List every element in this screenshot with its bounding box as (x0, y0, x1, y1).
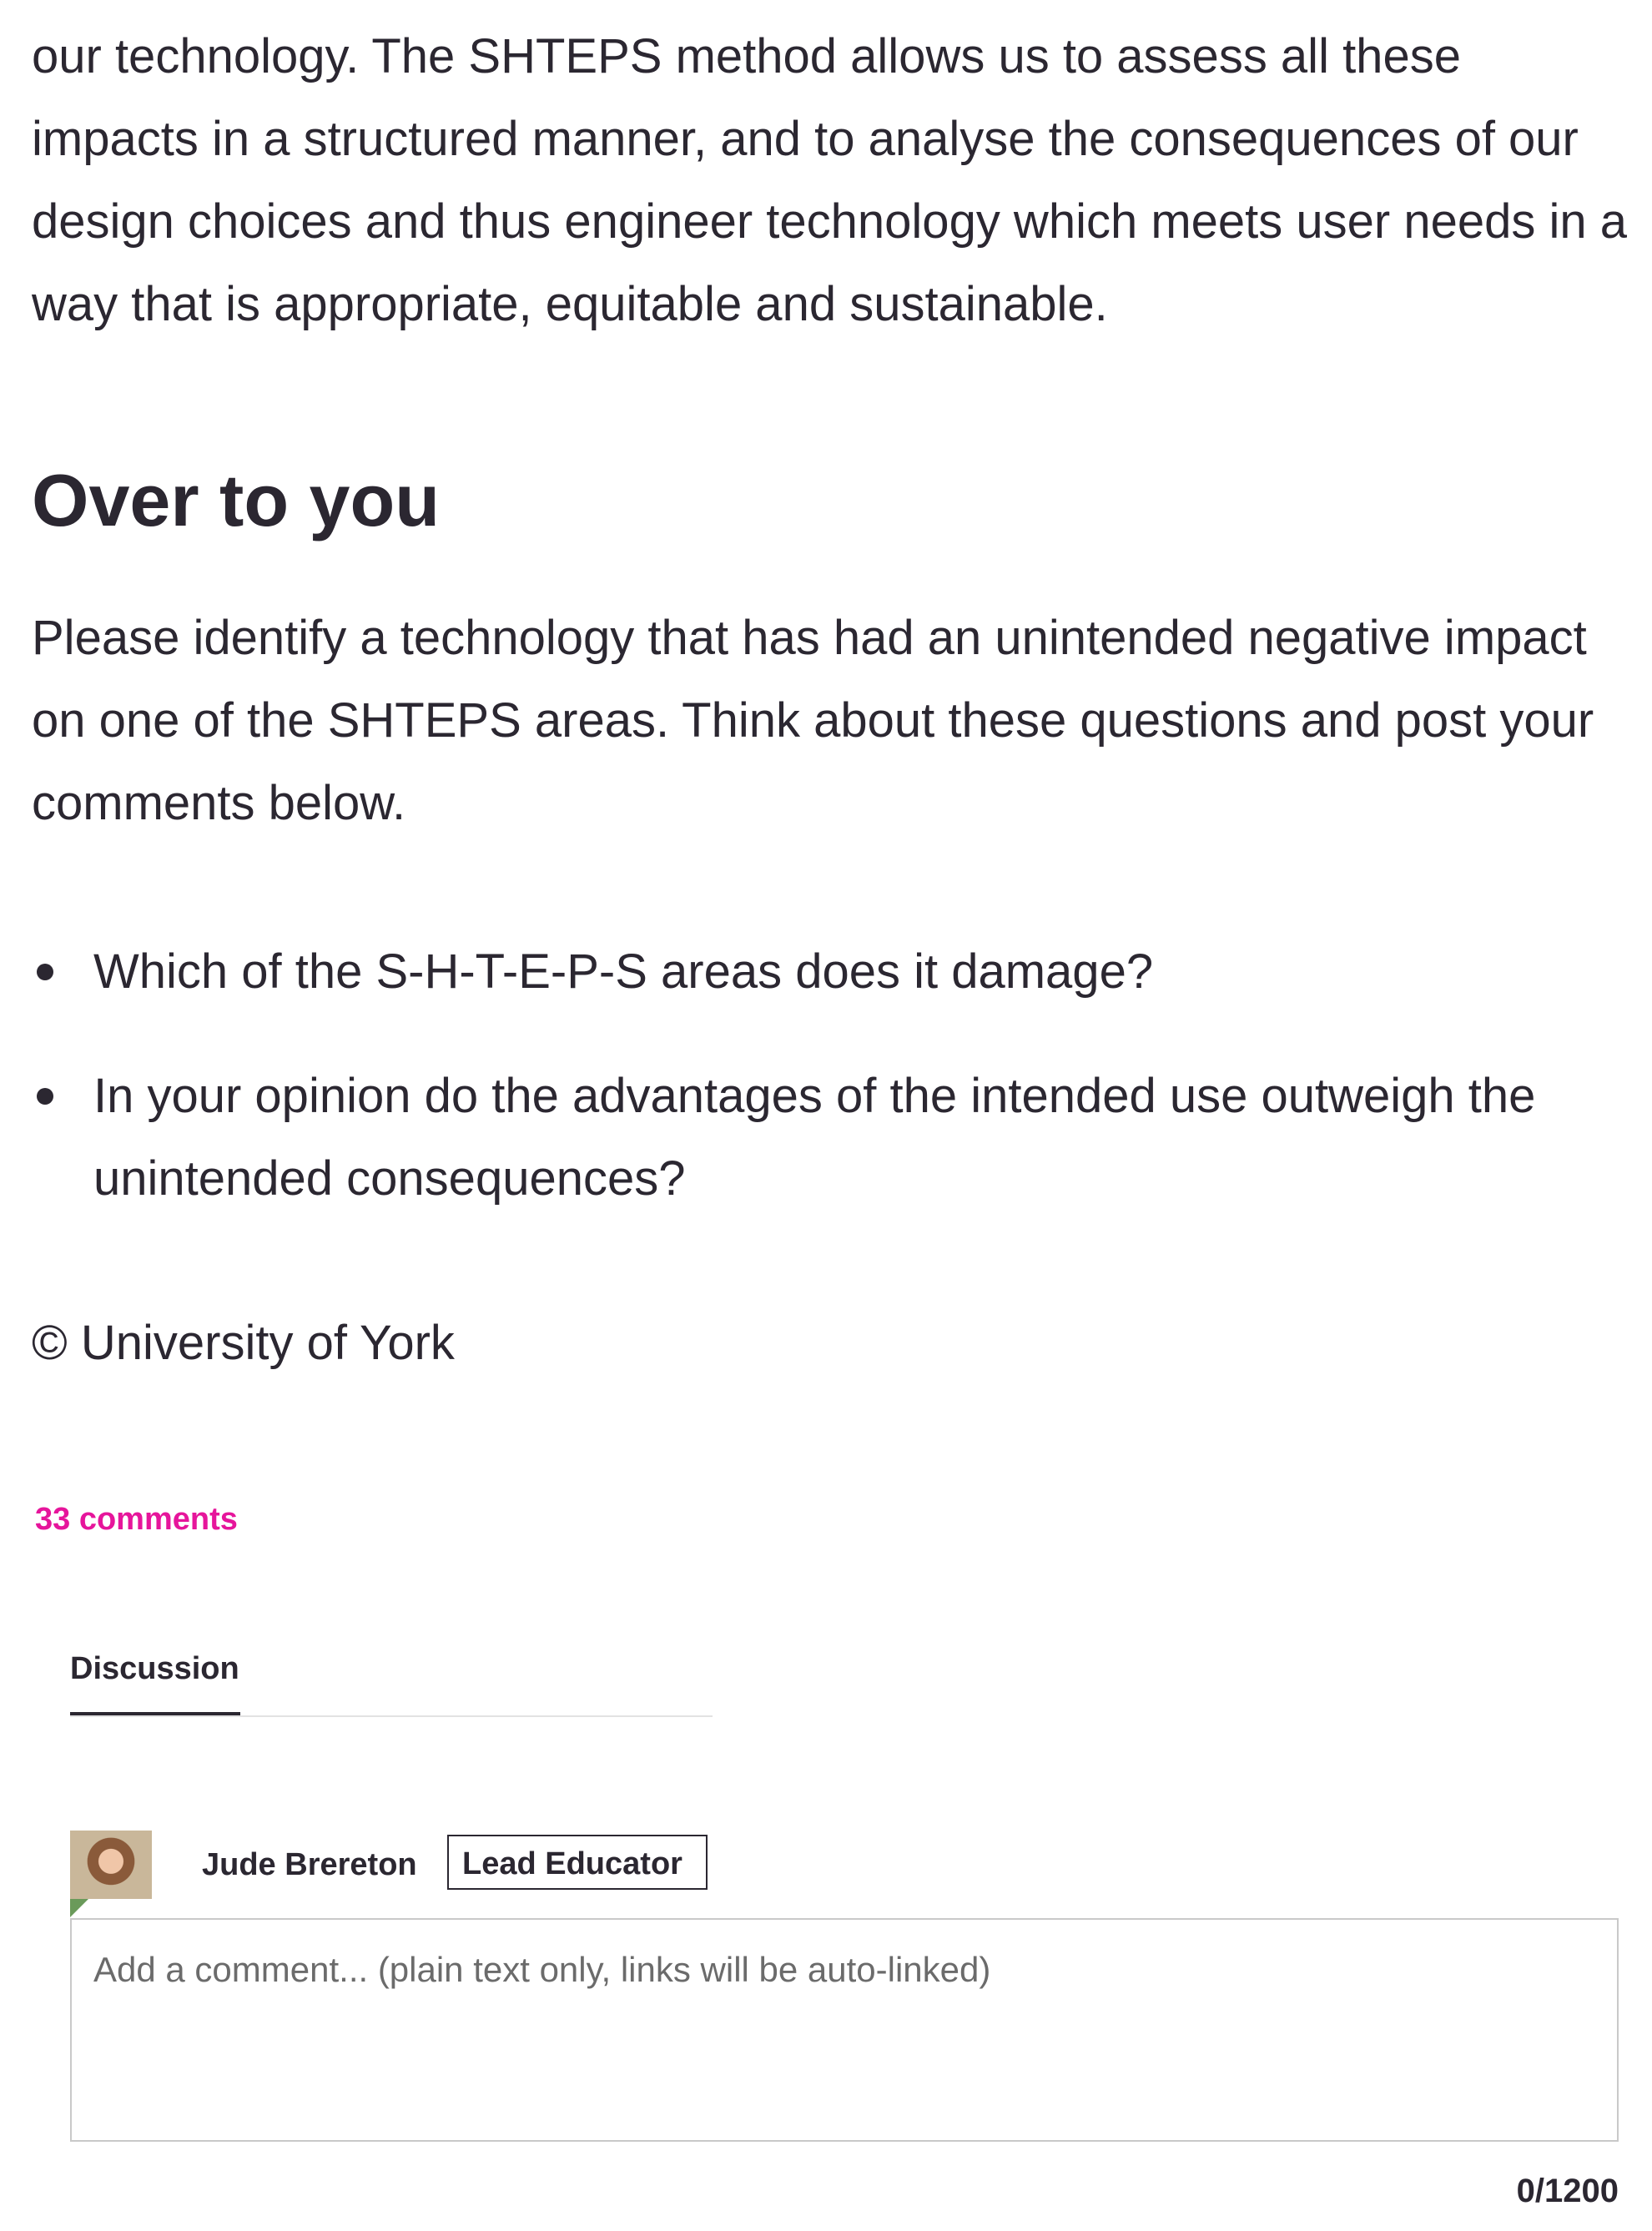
user-name: Jude Brereton (202, 1847, 417, 1882)
comments-count-link[interactable]: 33 comments (35, 1502, 238, 1537)
role-badge: Lead Educator (447, 1835, 708, 1890)
avatar (70, 1831, 152, 1899)
bullet-icon (37, 1088, 53, 1105)
avatar-corner-tag (70, 1899, 88, 1917)
section-heading: Over to you (32, 459, 440, 541)
question-text: In your opinion do the advantages of the intended use outweigh the unintended consequences? (93, 1069, 1536, 1206)
copyright-notice: © University of York (32, 1316, 455, 1370)
question-item (32, 930, 1634, 1013)
prompt-paragraph: Please identify a technology that has had an unintended negative impact on one of the SHTEPS areas. Think about these questions and post your comments below. (32, 611, 1594, 830)
intro-paragraph: our technology. The SHTEPS method allows us to assess all these impacts in a structured manner, and to analyse the consequences of our design choices and thus engineer technology which meets user needs in a way that is appropriate, equitable and sustainable. (32, 29, 1627, 331)
comment-input[interactable] (70, 1918, 1619, 2142)
bullet-icon (37, 964, 53, 980)
question-item (32, 1055, 1634, 1220)
question-text: Which of the S-H-T-E-P-S areas does it damage? (93, 944, 1154, 999)
tab-discussion[interactable]: Discussion (70, 1644, 240, 1715)
comments-tabs (70, 1644, 713, 1717)
character-count: 0/1200 (1516, 2173, 1619, 2209)
question-list (32, 930, 1634, 1262)
